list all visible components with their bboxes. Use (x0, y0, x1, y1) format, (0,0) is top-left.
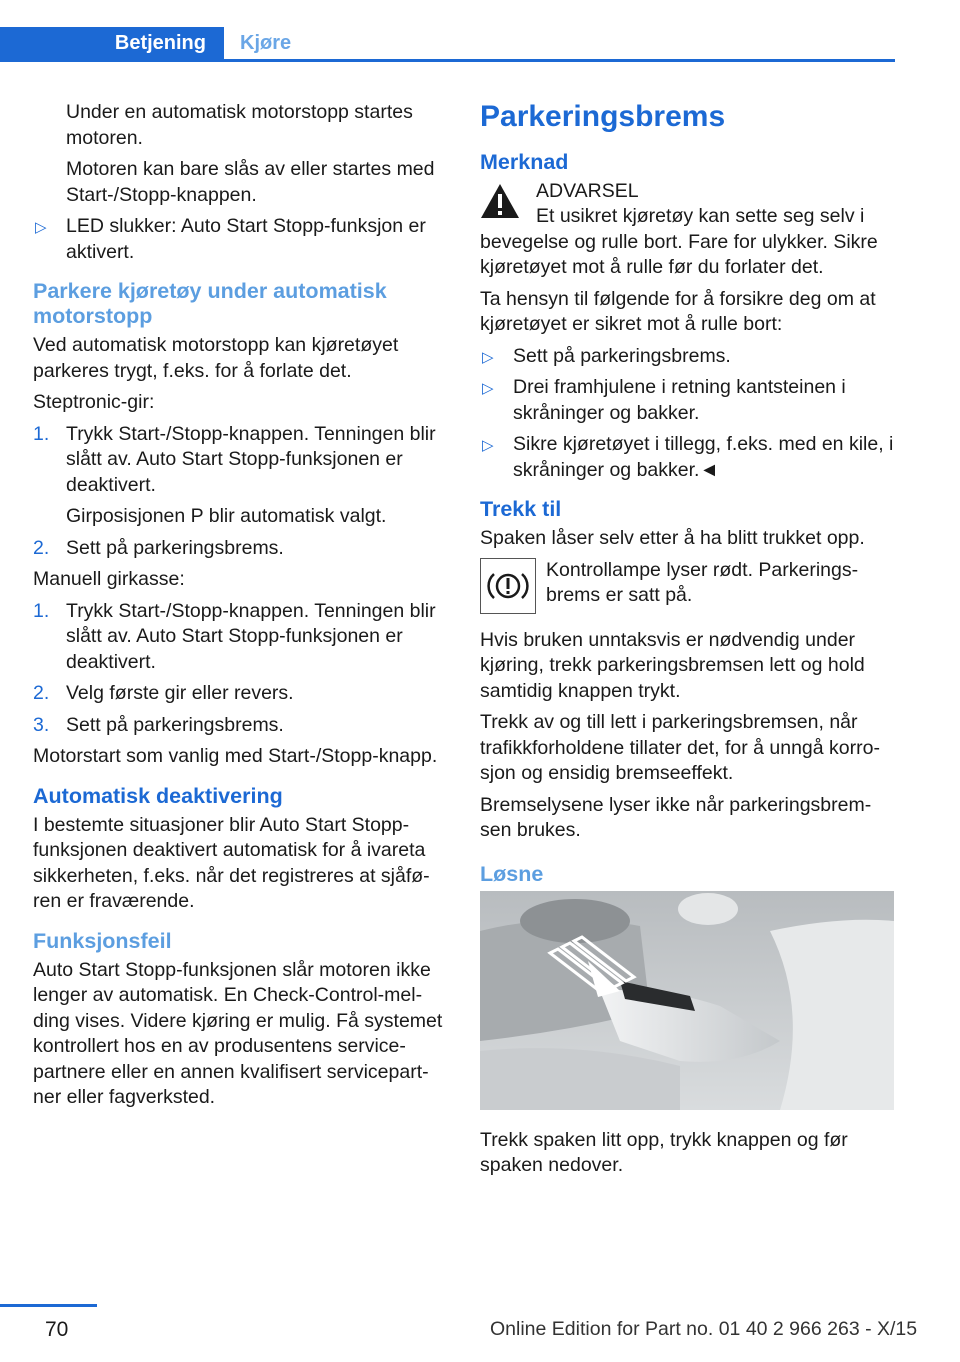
section-heading-auto-deactivation: Automatisk deaktivering (33, 783, 283, 808)
triangle-right-icon: ▷ (482, 380, 494, 397)
step-text: Sett på parkeringsbrems. (66, 713, 284, 736)
edition-note: Online Edition for Part no. 01 40 2 966 263 - X/15 (490, 1318, 918, 1340)
warning-box (480, 179, 896, 225)
fault-paragraph: Auto Start Stopp-funksjonen slår motoren ikke lenger av automatisk. En Check-Control-mel-ding vises. Videre kjøring er mulig. Få systemet kontrollert hos en av produsentens service-partnere eller en annen kvalifisert servicepart-ner eller fagverksted. (33, 958, 443, 1108)
section-heading-release: Løsne (480, 861, 544, 886)
parking-brake-lamp-icon (480, 558, 536, 614)
step-number: 1. (33, 599, 50, 622)
warning-text: Et usikret kjøretøy kan sette seg selv i bevegelse og rulle bort. Fare for ulykker. Sikre kjøretøyet mot å rulle før du forlater det. (480, 205, 878, 278)
step-number: 2. (33, 536, 50, 559)
list-item (33, 536, 451, 562)
left-column (33, 100, 451, 1117)
intro-paragraph-2: Motoren kan bare slås av eller startes med Start-/Stopp-knappen. (66, 158, 435, 206)
tab-kjore[interactable]: Kjøre (240, 32, 292, 54)
secure-paragraph: Ta hensyn til følgende for å forsikre deg om at kjøretøyet er sikret mot å rulle bort: (480, 287, 876, 335)
section-heading-fault: Funksjonsfeil (33, 928, 172, 953)
triangle-right-icon: ▷ (35, 219, 47, 236)
page-title: Parkeringsbrems (480, 100, 726, 133)
section-heading-parking: Parkere kjøretøy under automatisk motorstopp (33, 279, 387, 328)
list-item-text: LED slukker: Auto Start Stopp-funksjon er aktivert. (66, 215, 426, 263)
step-text: Trykk Start-/Stopp-knappen. Tenningen blir slått av. Auto Start Stopp-funksjonen er deaktivert. (66, 422, 436, 496)
indicator-lamp-row (480, 558, 896, 614)
step-number: 1. (33, 422, 50, 445)
footer-rule (0, 1304, 97, 1307)
brake-lights-paragraph: Bremselysene lyser ikke når parkeringsbrem-sen brukes. (480, 793, 872, 841)
motorstart-paragraph: Motorstart som vanlig med Start-/Stopp-knapp. (33, 745, 438, 767)
triangle-right-icon: ▷ (482, 437, 494, 454)
warning-label: ADVARSEL (536, 180, 639, 202)
section-heading-note: Merknad (480, 150, 569, 174)
step-number: 3. (33, 713, 50, 736)
list-item (480, 344, 896, 370)
step-extra-text: Girposisjonen P blir automatisk valgt. (66, 505, 387, 527)
warning-triangle-icon (480, 183, 520, 227)
list-item-text: Sikre kjøretøyet i tillegg, f.eks. med en kile, i skråninger og bakker.◄ (513, 433, 894, 481)
step-text: Sett på parkeringsbrems. (66, 536, 284, 559)
steptronic-label: Steptronic-gir: (33, 391, 155, 413)
corrosion-paragraph: Trekk av og till lett i parkeringsbremsen, når trafikkforholdene tillater det, for å unngå korro-sjon og ensidig bremseeffekt. (480, 711, 880, 784)
list-item (33, 681, 451, 707)
release-paragraph: Trekk spaken litt opp, trykk knappen og før spaken nedover. (480, 1128, 848, 1176)
step-text: Velg første gir eller revers. (66, 682, 294, 704)
list-item (33, 422, 451, 530)
auto-deactivation-paragraph: I bestemte situasjoner blir Auto Start Stopp-funksjonen deaktivert automatisk for å ivareta sikkerheten, f.eks. når det registreres at sjåfø-ren er fraværende. (33, 813, 430, 912)
tab-betjening[interactable]: Betjening (0, 27, 224, 60)
page-number: 70 (45, 1318, 69, 1341)
section-heading-pull: Trekk til (480, 497, 562, 521)
driving-paragraph: Hvis bruken unntaksvis er nødvendig under kjøring, trekk parkeringsbremsen lett og hold samtidig knappen trykt. (480, 628, 865, 702)
right-column (480, 100, 896, 1185)
list-item (33, 599, 451, 676)
list-item-text: Sett på parkeringsbrems. (513, 344, 731, 367)
intro-paragraph-1: Under en automatisk motorstopp startes motoren. (66, 101, 413, 149)
list-item (33, 713, 451, 739)
list-item (33, 214, 451, 265)
list-item-text: Drei framhjulene i retning kantsteinen i skråninger og bakker. (513, 376, 846, 424)
step-number: 2. (33, 682, 50, 704)
list-item (480, 375, 896, 426)
pull-paragraph: Spaken låser selv etter å ha blitt trukket opp. (480, 527, 865, 549)
step-text: Trykk Start-/Stopp-knappen. Tenningen blir slått av. Auto Start Stopp-funksjonen er deaktivert. (66, 599, 436, 673)
list-item (480, 432, 896, 483)
parking-paragraph: Ved automatisk motorstopp kan kjøretøyet parkeres trygt, f.eks. for å forlate det. (33, 334, 399, 382)
lamp-text: Kontrollampe lyser rødt. Parkerings-brems er satt på. (546, 558, 859, 606)
triangle-right-icon: ▷ (482, 348, 494, 366)
parking-brake-photo (480, 891, 894, 1110)
manual-label: Manuell girkasse: (33, 568, 185, 590)
